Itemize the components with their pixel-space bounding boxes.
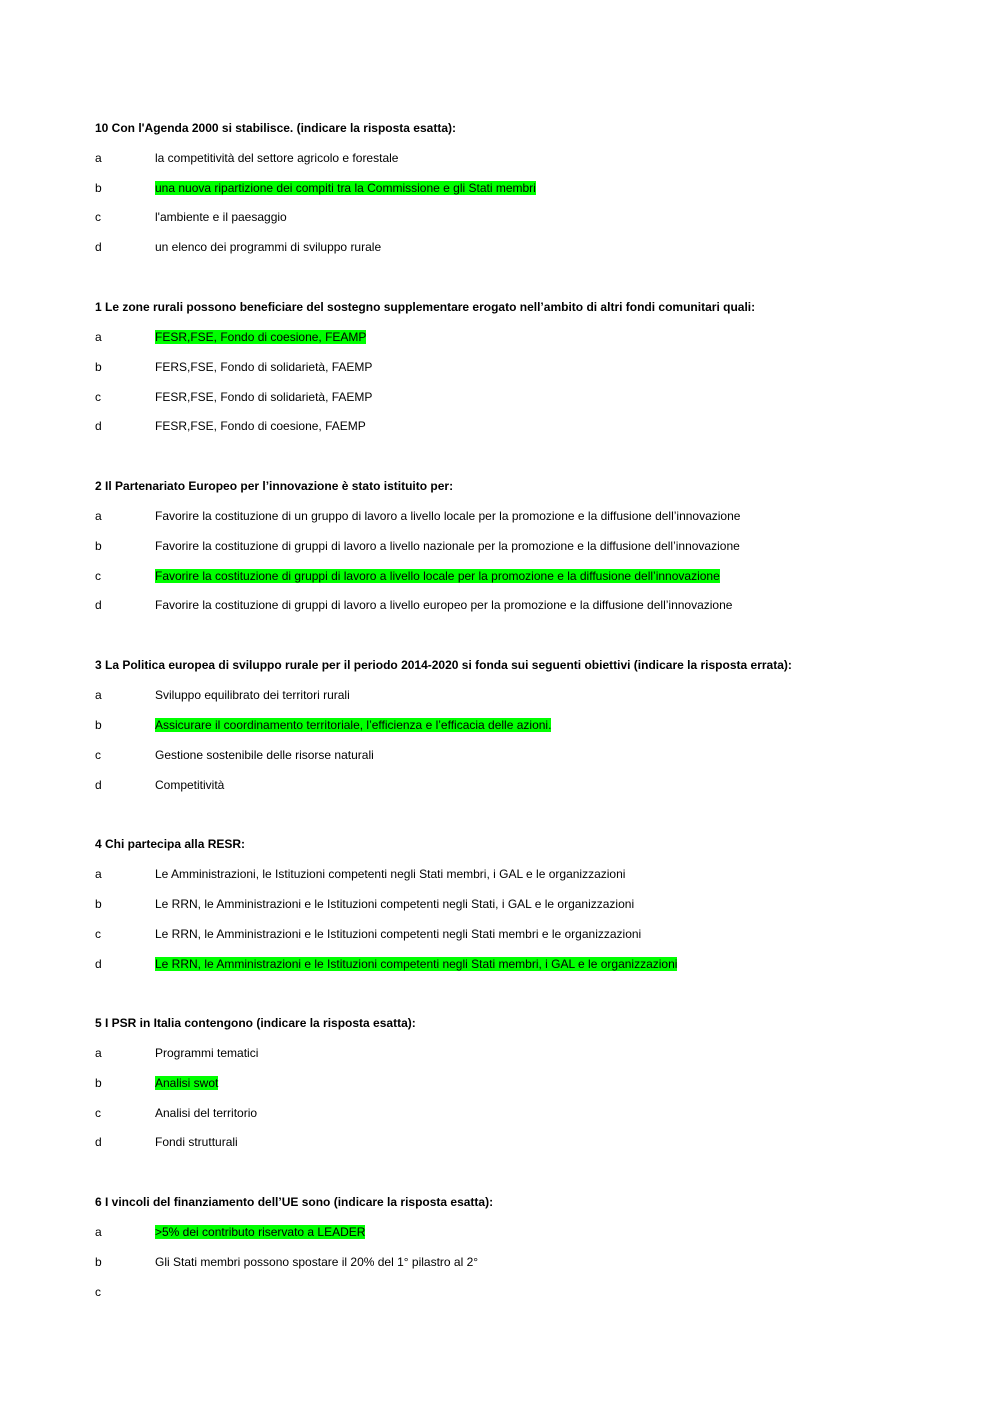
option-letter: b	[95, 181, 102, 195]
option-letter: c	[95, 748, 101, 762]
option-letter: b	[95, 360, 102, 374]
option-letter: b	[95, 718, 102, 732]
option-letter: a	[95, 509, 102, 523]
question-title: 3 La Politica europea di sviluppo rurale per il periodo 2014-2020 si fonda sui seguenti obiettivi (indicare la risposta errata):	[95, 658, 792, 672]
option-text-highlighted: Le RRN, le Amministrazioni e le Istituzioni competenti negli Stati membri, i GAL e le organizzazioni	[155, 957, 678, 971]
option-text-highlighted: FESR,FSE, Fondo di coesione, FEAMP	[155, 330, 367, 344]
option-letter: c	[95, 569, 101, 583]
option-letter: d	[95, 957, 102, 971]
option-letter: d	[95, 419, 102, 433]
option-text-highlighted: Assicurare il coordinamento territoriale, l’efficienza e l’efficacia delle azioni.	[155, 718, 552, 732]
option-letter: a	[95, 1046, 102, 1060]
option-letter: d	[95, 1135, 102, 1149]
option-text: FERS,FSE, Fondo di solidarietà, FAEMP	[155, 360, 373, 374]
option-text: Le RRN, le Amministrazioni e le Istituzioni competenti negli Stati membri e le organizzazioni	[155, 927, 642, 941]
question-title: 4 Chi partecipa alla RESR:	[95, 837, 246, 851]
option-letter: b	[95, 1076, 102, 1090]
option-letter: c	[95, 210, 101, 224]
option-letter: c	[95, 927, 101, 941]
question-title: 1 Le zone rurali possono beneficiare del sostegno supplementare erogato nell’ambito di altri fondi comunitari quali:	[95, 300, 756, 314]
option-letter: b	[95, 539, 102, 553]
option-text-highlighted: >5% dei contributo riservato a LEADER	[155, 1225, 366, 1239]
question-title: 10 Con l'Agenda 2000 si stabilisce. (indicare la risposta esatta):	[95, 121, 456, 135]
option-letter: a	[95, 151, 102, 165]
option-text: Le Amministrazioni, le Istituzioni competenti negli Stati membri, i GAL e le organizzazioni	[155, 867, 626, 881]
option-letter: b	[95, 897, 102, 911]
option-text: la competitività del settore agricolo e forestale	[155, 151, 399, 165]
option-letter: b	[95, 1255, 102, 1269]
option-letter: a	[95, 688, 102, 702]
option-letter: d	[95, 598, 102, 612]
option-letter: a	[95, 330, 102, 344]
option-text: Competitività	[155, 778, 225, 792]
option-text: Analisi del territorio	[155, 1106, 258, 1120]
option-letter: c	[95, 1106, 101, 1120]
option-text: Fondi strutturali	[155, 1135, 238, 1149]
option-text: FESR,FSE, Fondo di solidarietà, FAEMP	[155, 390, 373, 404]
question-title: 6 I vincoli del finanziamento dell’UE sono (indicare la risposta esatta):	[95, 1195, 494, 1209]
option-text: un elenco dei programmi di sviluppo rurale	[155, 240, 382, 254]
option-text: Gestione sostenibile delle risorse naturali	[155, 748, 374, 762]
option-text: Le RRN, le Amministrazioni e le Istituzioni competenti negli Stati, i GAL e le organizzazioni	[155, 897, 635, 911]
option-text: Favorire la costituzione di un gruppo di lavoro a livello locale per la promozione e la diffusione dell’innovazione	[155, 509, 741, 523]
option-letter: a	[95, 867, 102, 881]
option-letter: c	[95, 390, 101, 404]
option-text: Favorire la costituzione di gruppi di lavoro a livello nazionale per la promozione e la diffusione dell’innovazione	[155, 539, 740, 553]
option-text: Favorire la costituzione di gruppi di lavoro a livello europeo per la promozione e la diffusione dell’innovazione	[155, 598, 733, 612]
option-letter: a	[95, 1225, 102, 1239]
option-letter: d	[95, 240, 102, 254]
option-letter: d	[95, 778, 102, 792]
option-text: FESR,FSE, Fondo di coesione, FAEMP	[155, 419, 366, 433]
question-title: 5 I PSR in Italia contengono (indicare la risposta esatta):	[95, 1016, 416, 1030]
option-text: Programmi tematici	[155, 1046, 259, 1060]
option-text: Gli Stati membri possono spostare il 20% del 1° pilastro al 2°	[155, 1255, 479, 1269]
option-text-highlighted: Analisi swot	[155, 1076, 219, 1090]
option-text-highlighted: una nuova ripartizione dei compiti tra la Commissione e gli Stati membri	[155, 181, 536, 195]
option-text: Sviluppo equilibrato dei territori rurali	[155, 688, 350, 702]
question-title: 2 Il Partenariato Europeo per l’innovazione è stato istituito per:	[95, 479, 454, 493]
option-letter: c	[95, 1285, 101, 1299]
option-text-highlighted: Favorire la costituzione di gruppi di lavoro a livello locale per la promozione e la diffusione dell’innovazione	[155, 569, 720, 583]
option-text: l'ambiente e il paesaggio	[155, 210, 287, 224]
